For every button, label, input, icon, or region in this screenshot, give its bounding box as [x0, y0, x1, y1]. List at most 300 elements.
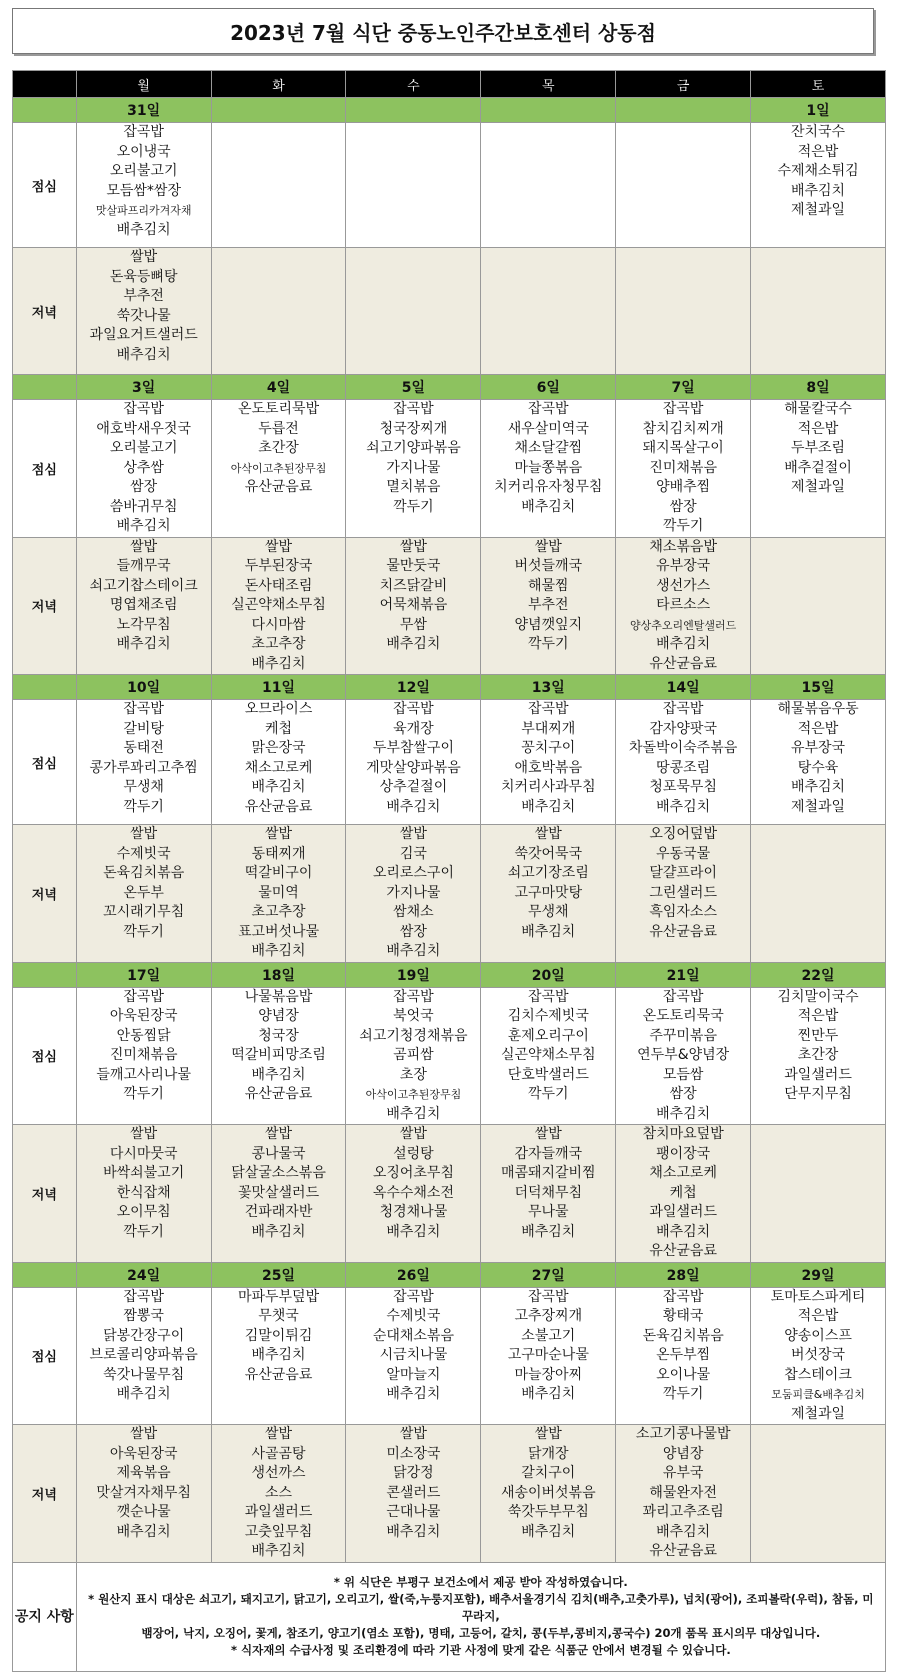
notice-line: * 위 식단은 부평구 보건소에서 제공 받아 작성하였습니다. — [333, 1575, 628, 1589]
menu-item: 생선까스 — [251, 1465, 306, 1481]
menu-item: 배추김치 — [386, 636, 441, 652]
menu-item: 쌀밥 — [265, 826, 293, 842]
menu-item: 아삭이고추된장무침 — [365, 1088, 462, 1101]
menu-item: 제육볶음 — [116, 1465, 171, 1481]
date-cell: 3일 — [76, 375, 211, 400]
menu-item: 참치마요덮밥 — [642, 1126, 724, 1142]
dinner-menu-cell — [481, 248, 616, 375]
menu-item: 두부참쌀구이 — [372, 740, 454, 756]
dinner-menu-cell — [751, 1425, 886, 1563]
menu-item: 땅콩조림 — [656, 759, 711, 776]
menu-item: 오이나물 — [656, 1366, 711, 1383]
menu-item: 쌈채소 — [393, 904, 434, 920]
lunch-menu-cell — [76, 1287, 211, 1425]
menu-item: 실곤약채소무침 — [231, 597, 326, 613]
menu-item: 팽이장국 — [656, 1145, 711, 1162]
lunch-menu-cell — [751, 987, 886, 1125]
menu-item: 양념깻잎지 — [514, 616, 583, 633]
weekday-header: 토 — [751, 71, 886, 98]
menu-item: 쌈장 — [669, 1086, 697, 1102]
date-cell: 21일 — [616, 962, 751, 987]
date-row-corner — [13, 1262, 77, 1287]
menu-item: 잡곡밥 — [123, 1288, 164, 1305]
menu-item: 채소달걀찜 — [514, 440, 583, 456]
menu-item: 유산균음료 — [244, 1366, 313, 1383]
date-row-corner — [13, 98, 77, 123]
menu-item: 양념장 — [258, 1008, 299, 1024]
dinner-row — [13, 825, 886, 963]
menu-item: 오리불고기 — [109, 163, 178, 179]
menu-item: 쌀밥 — [399, 538, 427, 555]
lunch-menu-cell — [211, 400, 346, 538]
menu-item: 유부장국 — [656, 558, 711, 574]
menu-item: 브로콜리양파볶음 — [89, 1347, 198, 1363]
menu-item: 물미역 — [258, 884, 299, 901]
menu-item: 배추김치 — [521, 498, 576, 515]
lunch-menu-cell — [346, 1287, 481, 1425]
dinner-menu-cell — [346, 1425, 481, 1563]
menu-item: 잡곡밥 — [527, 988, 569, 1005]
menu-item: 오이무침 — [116, 1204, 171, 1220]
menu-item: 깍두기 — [527, 636, 569, 652]
menu-item: 제철과일 — [790, 202, 846, 218]
date-cell: 26일 — [346, 1262, 481, 1287]
menu-item: 가지나물 — [386, 459, 441, 476]
menu-item: 찐만두 — [797, 1027, 839, 1044]
date-cell: 12일 — [346, 675, 481, 700]
menu-item: 청포묵무침 — [649, 779, 717, 795]
lunch-menu-cell — [751, 400, 886, 538]
menu-item: 흑임자소스 — [649, 904, 717, 920]
menu-item: 수제빗국 — [386, 1308, 441, 1324]
menu-item: 제철과일 — [790, 479, 846, 495]
menu-item: 온두부 — [123, 884, 164, 901]
menu-item: 배추김치 — [116, 518, 171, 534]
dinner-menu-cell — [211, 248, 346, 375]
menu-item: 쑥갓어묵국 — [514, 845, 583, 862]
menu-item: 순대채소볶음 — [372, 1327, 454, 1344]
dinner-row — [13, 537, 886, 675]
menu-item: 깍두기 — [123, 1223, 164, 1240]
menu-item: 동태전 — [123, 740, 164, 756]
menu-item: 배추김치 — [251, 1347, 306, 1363]
menu-item: 쌀밥 — [534, 1426, 562, 1442]
menu-item: 쑥갓두부무침 — [507, 1504, 589, 1520]
lunch-row — [13, 700, 886, 825]
menu-item: 초고추장 — [251, 636, 306, 652]
menu-item: 유부장국 — [790, 740, 846, 756]
page-title: 2023년 7월 식단 중동노인주간보호센터 상동점 — [12, 8, 874, 54]
date-row — [13, 375, 886, 400]
menu-item: 치커리사과무침 — [500, 779, 596, 795]
menu-item: 부추전 — [527, 597, 569, 613]
lunch-row — [13, 123, 886, 248]
dinner-menu-cell — [481, 1125, 616, 1263]
menu-item: 잡곡밥 — [527, 701, 569, 717]
date-cell: 4일 — [211, 375, 346, 400]
dinner-label: 저녁 — [13, 1425, 77, 1563]
menu-item: 치커리유자청무침 — [494, 479, 603, 495]
lunch-menu-cell — [481, 700, 616, 825]
lunch-label: 점심 — [13, 123, 77, 248]
lunch-label: 점심 — [13, 400, 77, 538]
notice-line: * 식자재의 수급사정 및 조리환경에 따라 기관 사정에 맞게 같은 식품군 안에서 변경될 수 있습니다. — [231, 1643, 731, 1657]
menu-item: 훈제오리구이 — [507, 1027, 589, 1044]
menu-item: 바싹쇠불고기 — [103, 1165, 185, 1181]
menu-item: 배추김치 — [656, 798, 711, 815]
menu-item: 배추김치 — [116, 1523, 171, 1540]
menu-item: 초간장 — [797, 1047, 839, 1063]
menu-item: 버섯장국 — [790, 1347, 846, 1363]
menu-item: 애호박볶음 — [514, 759, 583, 776]
lunch-menu-cell — [616, 987, 751, 1125]
menu-item: 깻순나물 — [116, 1504, 171, 1520]
menu-item: 소스 — [265, 1484, 293, 1501]
lunch-menu-cell — [751, 700, 886, 825]
menu-item: 잡곡밥 — [123, 124, 164, 140]
menu-item: 주꾸미볶음 — [649, 1027, 717, 1044]
menu-item: 마늘쫑볶음 — [514, 459, 583, 476]
dinner-menu-cell — [76, 537, 211, 675]
menu-item: 김치수제빗국 — [507, 1008, 589, 1024]
menu-item: 양송이스프 — [784, 1327, 852, 1344]
menu-item: 온도토리묵밥 — [237, 401, 320, 417]
menu-item: 북엇국 — [393, 1008, 434, 1024]
menu-item: 쌀밥 — [130, 538, 158, 555]
menu-item: 과일샐러드 — [649, 1204, 717, 1220]
menu-item: 가지나물 — [386, 884, 441, 901]
menu-item: 시금치나물 — [379, 1347, 448, 1363]
date-cell: 29일 — [751, 1262, 886, 1287]
menu-item: 잔치국수 — [790, 124, 846, 140]
menu-item: 다시마쌈 — [251, 616, 306, 633]
menu-item: 해물완자전 — [649, 1484, 717, 1501]
menu-item: 콩가루꽈리고추찜 — [89, 759, 198, 776]
menu-item: 타르소스 — [656, 597, 711, 613]
menu-item: 배추김치 — [521, 923, 576, 940]
lunch-menu-cell — [211, 1287, 346, 1425]
dinner-menu-cell — [751, 248, 886, 375]
dinner-menu-cell — [616, 825, 751, 963]
menu-item: 유산균음료 — [649, 1543, 717, 1559]
lunch-label: 점심 — [13, 987, 77, 1125]
weekday-header-row — [13, 71, 886, 98]
menu-item: 배추김치 — [116, 346, 171, 363]
menu-item: 쑥갓나물무침 — [103, 1366, 185, 1383]
menu-item: 꼬시래기무침 — [103, 904, 185, 920]
menu-item: 씀바귀무침 — [109, 498, 178, 515]
menu-item: 배추김치 — [790, 779, 846, 795]
menu-item: 떡갈비피망조림 — [231, 1047, 326, 1063]
menu-item: 쌀밥 — [399, 826, 427, 842]
dinner-label: 저녁 — [13, 825, 77, 963]
menu-item: 쌀밥 — [265, 538, 293, 555]
menu-item: 무챗국 — [258, 1308, 299, 1324]
dinner-label: 저녁 — [13, 248, 77, 375]
menu-item: 알마늘지 — [386, 1366, 441, 1383]
menu-item: 유부국 — [662, 1465, 704, 1481]
lunch-menu-cell — [211, 700, 346, 825]
menu-item: 부추전 — [123, 288, 164, 304]
notice-text — [76, 1562, 885, 1671]
menu-item: 쇠고기양파볶음 — [366, 440, 461, 456]
lunch-menu-cell — [481, 987, 616, 1125]
menu-item: 쑥갓나물 — [116, 307, 171, 324]
date-cell — [481, 98, 616, 123]
lunch-menu-cell — [481, 1287, 616, 1425]
menu-item: 깍두기 — [527, 1086, 569, 1102]
menu-item: 쇠고기찹스테이크 — [89, 577, 198, 594]
date-cell: 10일 — [76, 675, 211, 700]
menu-item: 적은밥 — [797, 1308, 839, 1324]
menu-item: 다시마뭇국 — [109, 1145, 178, 1162]
date-cell: 11일 — [211, 675, 346, 700]
menu-item: 표고버섯나물 — [237, 923, 320, 940]
menu-item: 배추김치 — [656, 1105, 711, 1122]
menu-item: 사골곰탕 — [251, 1445, 306, 1462]
menu-item: 미소장국 — [386, 1445, 441, 1462]
menu-item: 청국장 — [258, 1027, 299, 1044]
date-row — [13, 98, 886, 123]
menu-item: 유산균음료 — [649, 655, 717, 672]
date-cell: 15일 — [751, 675, 886, 700]
date-cell — [346, 98, 481, 123]
menu-item: 건파래자반 — [244, 1204, 313, 1220]
lunch-menu-cell — [616, 700, 751, 825]
menu-item: 들깨무국 — [116, 558, 171, 574]
menu-item: 들깨고사리나물 — [96, 1066, 191, 1083]
menu-item: 콘샐러드 — [386, 1484, 441, 1501]
dinner-menu-cell — [211, 825, 346, 963]
dinner-menu-cell — [751, 825, 886, 963]
menu-item: 마늘장아찌 — [514, 1366, 583, 1383]
menu-item: 배추김치 — [386, 1223, 441, 1240]
menu-item: 단무지무침 — [784, 1086, 852, 1102]
menu-item: 우동국물 — [656, 845, 711, 862]
lunch-menu-cell — [211, 987, 346, 1125]
menu-item: 배추김치 — [790, 182, 846, 199]
dinner-label: 저녁 — [13, 537, 77, 675]
menu-item: 채소고로케 — [244, 759, 313, 776]
date-cell: 24일 — [76, 1262, 211, 1287]
date-cell: 22일 — [751, 962, 886, 987]
menu-item: 김치말이국수 — [777, 988, 859, 1005]
menu-item: 맛살파프리카겨자채 — [95, 204, 192, 217]
menu-item: 진미채볶음 — [649, 459, 717, 476]
menu-item: 양념장 — [662, 1445, 704, 1462]
menu-item: 깍두기 — [662, 1386, 704, 1402]
menu-item: 고추장찌개 — [514, 1308, 583, 1324]
lunch-menu-cell — [616, 123, 751, 248]
menu-item: 꽁치구이 — [521, 740, 576, 756]
menu-item: 한식잡채 — [116, 1184, 171, 1201]
menu-item: 잡곡밥 — [662, 701, 704, 717]
lunch-menu-cell — [211, 123, 346, 248]
lunch-menu-cell — [751, 1287, 886, 1425]
menu-item: 쌀밥 — [534, 826, 562, 842]
menu-item: 온두부찜 — [656, 1347, 711, 1363]
menu-item: 배추김치 — [386, 943, 441, 959]
menu-item: 아삭이고추된장무침 — [230, 461, 327, 475]
menu-item: 무쌈 — [399, 616, 427, 633]
lunch-menu-cell — [76, 400, 211, 538]
corner-header — [13, 71, 77, 98]
menu-item: 마파두부덮밥 — [237, 1288, 320, 1305]
lunch-menu-cell — [76, 123, 211, 248]
menu-item: 돼지목살구이 — [642, 440, 724, 456]
dinner-menu-cell — [76, 1425, 211, 1563]
menu-item: 황태국 — [662, 1308, 704, 1324]
menu-item: 배추겉절이 — [784, 459, 852, 476]
menu-item: 배추김치 — [521, 1223, 576, 1240]
date-cell: 6일 — [481, 375, 616, 400]
lunch-menu-cell — [616, 1287, 751, 1425]
notice-row — [13, 1562, 886, 1671]
menu-item: 쌈장 — [130, 479, 158, 495]
date-cell: 20일 — [481, 962, 616, 987]
menu-item: 매콤돼지갈비찜 — [500, 1165, 596, 1181]
menu-item: 배추김치 — [656, 636, 711, 652]
dinner-menu-cell — [211, 1425, 346, 1563]
menu-item: 배추김치 — [656, 1223, 711, 1240]
menu-item: 쌀밥 — [130, 249, 158, 265]
menu-item: 케첩 — [265, 720, 293, 737]
lunch-menu-cell — [616, 400, 751, 538]
date-row-corner — [13, 675, 77, 700]
menu-item: 청경채나물 — [379, 1204, 448, 1220]
dinner-menu-cell — [346, 825, 481, 963]
menu-item: 배추김치 — [386, 1523, 441, 1540]
menu-item: 해물칼국수 — [784, 401, 852, 417]
menu-item: 과일요거트샐러드 — [89, 327, 198, 343]
menu-item: 소불고기 — [521, 1327, 576, 1344]
menu-item: 연두부&양념장 — [637, 1047, 730, 1063]
dinner-row — [13, 1125, 886, 1263]
menu-item: 부대찌개 — [521, 720, 576, 737]
weekday-header: 수 — [346, 71, 481, 98]
menu-item: 무생채 — [527, 904, 569, 920]
menu-item: 배추김치 — [251, 1066, 306, 1083]
menu-item: 치즈닭갈비 — [379, 577, 448, 594]
lunch-label: 점심 — [13, 1287, 77, 1425]
menu-item: 쌀밥 — [130, 826, 158, 842]
menu-item: 과일샐러드 — [784, 1066, 852, 1083]
menu-item: 쌀밥 — [399, 1126, 427, 1142]
menu-item: 곰피쌈 — [393, 1047, 434, 1063]
menu-item: 더덕채무침 — [514, 1184, 583, 1201]
menu-item: 닭살굴소스볶음 — [231, 1165, 326, 1181]
date-cell: 31일 — [76, 98, 211, 123]
menu-item: 양배추찜 — [656, 479, 711, 495]
dinner-menu-cell — [751, 1125, 886, 1263]
menu-item: 돈사태조림 — [244, 577, 313, 594]
date-cell: 19일 — [346, 962, 481, 987]
dinner-menu-cell — [76, 1125, 211, 1263]
menu-item: 과일샐러드 — [244, 1504, 313, 1520]
menu-item: 양상추오리엔탈샐러드 — [630, 618, 737, 632]
date-cell: 14일 — [616, 675, 751, 700]
menu-item: 깍두기 — [662, 518, 704, 534]
menu-item: 온도토리묵국 — [642, 1008, 724, 1024]
menu-item: 해물볶음우동 — [777, 701, 859, 717]
menu-item: 근대나물 — [386, 1504, 441, 1520]
weekday-header: 목 — [481, 71, 616, 98]
menu-item: 게맛살양파볶음 — [366, 759, 461, 776]
menu-item: 유산균음료 — [244, 479, 313, 495]
menu-item: 돈육김치볶음 — [642, 1327, 724, 1344]
menu-item: 김국 — [399, 845, 427, 862]
menu-item: 닭강정 — [393, 1465, 434, 1481]
menu-item: 참치김치찌개 — [642, 420, 724, 437]
menu-item: 유산균음료 — [649, 1243, 717, 1259]
dinner-row — [13, 248, 886, 375]
date-cell: 7일 — [616, 375, 751, 400]
date-cell — [211, 98, 346, 123]
dinner-menu-cell — [616, 537, 751, 675]
menu-item: 배추김치 — [251, 779, 306, 795]
dinner-menu-cell — [76, 248, 211, 375]
menu-item: 물만둣국 — [386, 558, 441, 574]
menu-item: 모듬쌈*쌈장 — [106, 182, 181, 199]
menu-item: 감자들깨국 — [514, 1145, 583, 1162]
date-cell — [616, 98, 751, 123]
menu-item: 안동찜닭 — [116, 1027, 171, 1044]
menu-item: 쇠고기청경채볶음 — [359, 1027, 468, 1044]
menu-item: 고춧잎무침 — [244, 1523, 313, 1540]
menu-item: 배추김치 — [116, 1386, 171, 1402]
date-row — [13, 675, 886, 700]
menu-item: 유산균음료 — [244, 1086, 313, 1102]
menu-item: 설렁탕 — [393, 1145, 434, 1162]
menu-item: 청국장찌개 — [379, 420, 448, 437]
menu-item: 배추김치 — [386, 798, 441, 815]
menu-item: 단호박샐러드 — [507, 1066, 589, 1083]
menu-item: 두부조림 — [790, 440, 846, 456]
menu-item: 잡곡밥 — [662, 1288, 704, 1305]
menu-item: 쌈장 — [669, 498, 697, 515]
menu-item: 아욱된장국 — [109, 1008, 178, 1024]
menu-item: 소고기콩나물밥 — [635, 1426, 731, 1442]
menu-item: 무나물 — [527, 1204, 569, 1220]
menu-item: 꽈리고추조림 — [642, 1504, 724, 1520]
menu-item: 배추김치 — [251, 655, 306, 672]
menu-item: 해물찜 — [527, 577, 569, 594]
menu-item: 멸치볶음 — [386, 479, 441, 495]
menu-item: 꽃맛살샐러드 — [237, 1184, 320, 1201]
date-cell: 8일 — [751, 375, 886, 400]
dinner-menu-cell — [481, 825, 616, 963]
date-row-corner — [13, 375, 77, 400]
date-cell: 18일 — [211, 962, 346, 987]
lunch-label: 점심 — [13, 700, 77, 825]
menu-item: 적은밥 — [797, 1008, 839, 1024]
menu-item: 찹스테이크 — [784, 1366, 852, 1383]
menu-item: 갈치구이 — [521, 1465, 576, 1481]
dinner-menu-cell — [616, 248, 751, 375]
menu-item: 초장 — [399, 1066, 427, 1083]
menu-item: 오징어덮밥 — [649, 826, 717, 842]
lunch-menu-cell — [751, 123, 886, 248]
menu-item: 제철과일 — [790, 798, 846, 815]
date-cell: 28일 — [616, 1262, 751, 1287]
menu-item: 제철과일 — [790, 1405, 846, 1422]
menu-item: 잡곡밥 — [662, 988, 704, 1005]
menu-item: 유산균음료 — [244, 798, 313, 815]
menu-item: 적은밥 — [797, 143, 839, 160]
menu-item: 노각무침 — [116, 616, 171, 633]
menu-item: 쌈장 — [399, 923, 427, 940]
menu-item: 배추김치 — [386, 1105, 441, 1122]
